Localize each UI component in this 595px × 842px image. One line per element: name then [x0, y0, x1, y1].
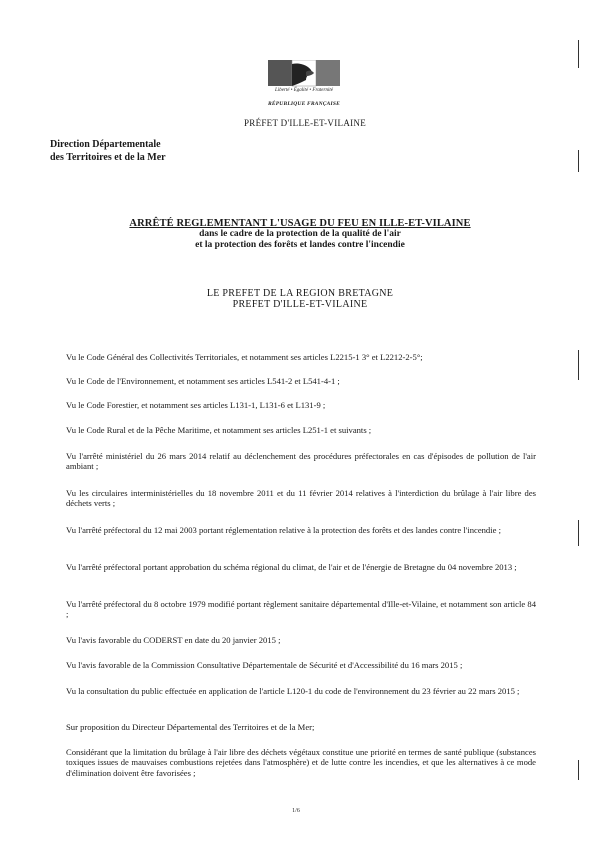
paragraph: Vu le Code Forestier, et notamment ses articles L131-1, L131-6 et L131-9 ; [66, 399, 326, 410]
title-main: ARRÊTÉ REGLEMENTANT L'USAGE DU FEU EN ILLE-ET-VILAINE [129, 218, 471, 229]
scan-edge-mark [578, 760, 579, 780]
scan-edge-mark [578, 350, 579, 380]
title-subtitle-1: dans le cadre de la protection de la qualité de l'air [199, 229, 401, 239]
direction-line-1: Direction Départementale [50, 139, 161, 150]
prefet-line-2: PREFET D'ILLE-ET-VILAINE [232, 299, 368, 310]
paragraph: Vu l'avis favorable de la Commission Consultative Départementale de Sécurité et d'Accessibilité du 16 mars 2015 ; [66, 659, 463, 670]
direction-line-2: des Territoires et de la Mer [50, 152, 166, 163]
scan-edge-mark [578, 40, 579, 68]
paragraph: Sur proposition du Directeur Départemental des Territoires et de la Mer; [66, 721, 315, 732]
page-number: 1/6 [292, 808, 300, 814]
republic-name: RÉPUBLIQUE FRANÇAISE [267, 101, 340, 107]
paragraph: Vu les circulaires interministérielles du 18 novembre 2011 et du 11 février 2014 relatives à l'interdiction du brûlage à l'air libre des déchets verts ; [66, 487, 536, 509]
issuing-direction [50, 138, 166, 164]
paragraph: Vu l'arrêté ministériel du 26 mars 2014 relatif au déclenchement des procédures préfectorales en cas d'épisodes de pollution de l'air ambiant ; [66, 450, 536, 472]
scan-edge-mark [578, 150, 579, 172]
paragraph: Vu le Code Rural et de la Pêche Maritime, et notamment ses articles L251-1 et suivants ; [66, 424, 372, 435]
document-title [80, 218, 520, 251]
paragraph: Vu la consultation du public effectuée en application de l'article L120-1 du code de l'environnement du 23 février au 22 mars 2015 ; [66, 685, 520, 696]
paragraph: Vu le Code Général des Collectivités Territoriales, et notamment ses articles L2215-1 3° et L2212-2-5°; [66, 351, 423, 362]
paragraph: Vu l'arrêté préfectoral portant approbation du schéma régional du climat, de l'air et de l'énergie de Bretagne du 04 novembre 2013 ; [66, 561, 517, 572]
marianne-emblem-icon [262, 60, 346, 106]
paragraph: Vu l'arrêté préfectoral du 12 mai 2003 portant réglementation relative à la protection des forêts et des landes contre l'incendie ; [66, 524, 501, 535]
paragraph: Vu le Code de l'Environnement, et notamment ses articles L541-2 et L541-4-1 ; [66, 375, 340, 386]
scan-edge-mark [578, 520, 579, 546]
paragraph: Vu l'avis favorable du CODERST en date du 20 janvier 2015 ; [66, 634, 281, 645]
republic-motto: Liberté • Égalité • Fraternité [275, 88, 333, 93]
title-subtitle-2: et la protection des forêts et landes contre l'incendie [195, 240, 405, 250]
prefet-authority [150, 288, 450, 310]
prefet-line-1: LE PREFET DE LA REGION BRETAGNE [206, 288, 394, 299]
prefet-header: PRÉFET D'ILLE-ET-VILAINE [243, 118, 367, 128]
paragraph: Considérant que la limitation du brûlage à l'air libre des déchets végétaux constitue une priorité en termes de santé publique (substances toxiques issues de mauvaises combustions rejetées dans l'atmosphère) et de lutte contre les incendies, et que les alternatives à ce mode d'élimination doivent être favorisées ; [66, 746, 536, 778]
paragraph: Vu l'arrêté préfectoral du 8 octobre 1979 modifié portant règlement sanitaire départemental d'Ille-et-Vilaine, et notamment son article 84 ; [66, 598, 536, 620]
